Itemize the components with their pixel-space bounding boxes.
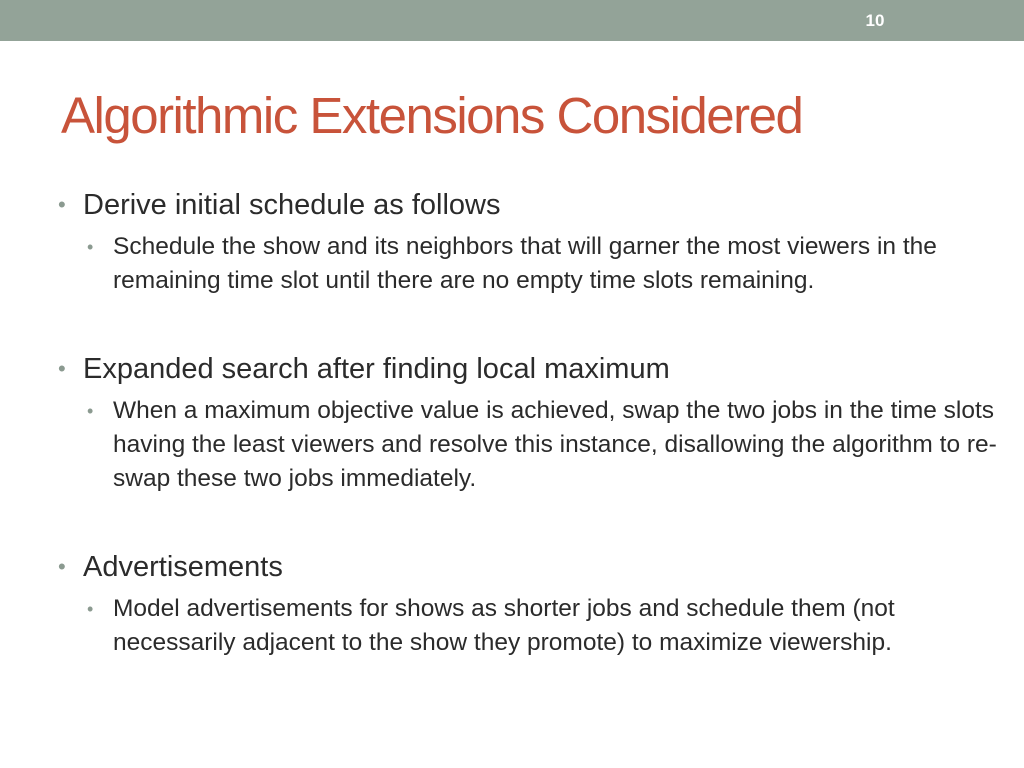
sub-bullet-text: Schedule the show and its neighbors that will garner the most viewers in the remaining time slot until there are no empty time slots remaining. (113, 233, 937, 294)
bullet-dot-icon: • (87, 401, 94, 421)
sub-bullet-text: Model advertisements for shows as shorter jobs and schedule them (not necessarily adjacent to the show they promote) to maximize viewership. (113, 595, 895, 656)
sub-bullet-text: When a maximum objective value is achieved, swap the two jobs in the time slots having the least viewers and resolve this instance, disallowing the algorithm to re-swap these two jobs immediately. (113, 397, 997, 492)
bullet-item (58, 548, 998, 586)
sub-bullet-item (87, 230, 998, 298)
bullet-dot-icon: • (58, 356, 66, 381)
slide-number: 10 (865, 11, 885, 30)
bullet-dot-icon: • (58, 192, 66, 217)
bullet-item (58, 350, 998, 388)
bullet-item (58, 186, 998, 224)
bullet-group (58, 350, 998, 496)
slide-title: Algorithmic Extensions Considered (61, 87, 803, 144)
sub-bullet-item (87, 394, 998, 496)
bullet-text: Advertisements (83, 551, 283, 583)
bullet-text: Derive initial schedule as follows (83, 189, 501, 221)
slide-content (58, 186, 998, 660)
bullet-group (58, 548, 998, 660)
sub-bullet-item (87, 592, 998, 660)
bullet-text: Expanded search after finding local maximum (83, 353, 670, 385)
bullet-group (58, 186, 998, 298)
bullet-dot-icon: • (87, 599, 94, 619)
bullet-dot-icon: • (87, 237, 94, 257)
bullet-dot-icon: • (58, 554, 66, 579)
slide-header-bar (0, 0, 1024, 41)
